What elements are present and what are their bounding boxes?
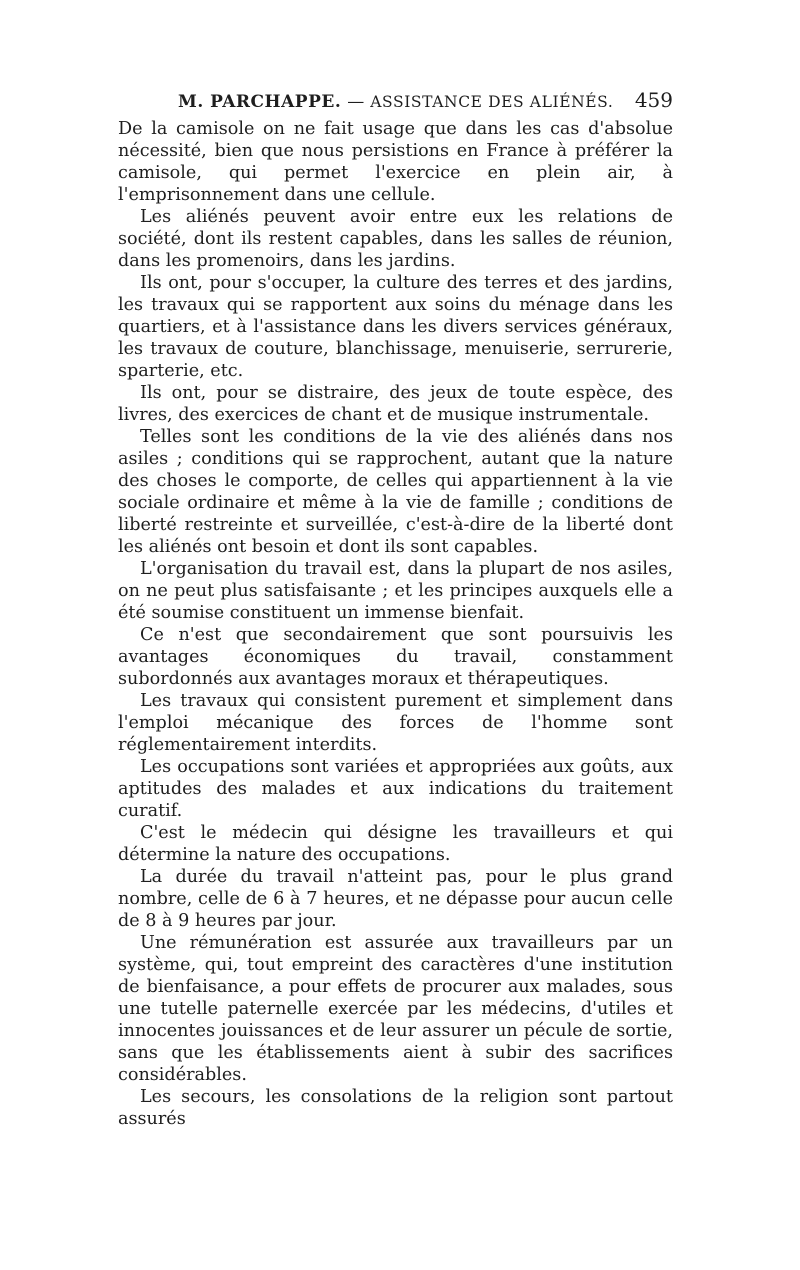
header-separator: — — [347, 92, 365, 112]
paragraph: La durée du travail n'atteint pas, pour le plus grand nombre, celle de 6 à 7 heures, et ne dépasse pour aucun celle de 8 à 9 heures par jour. — [118, 867, 673, 931]
paragraph: Les aliénés peuvent avoir entre eux les relations de société, dont ils restent capables, dans les salles de réunion, dans les promenoirs, dans les jardins. — [118, 207, 673, 271]
paragraph: Ce n'est que secondairement que sont poursuivis les avantages économiques du travail, constamment subordonnés aux avantages moraux et thérapeutiques. — [118, 625, 673, 689]
book-page — [118, 88, 673, 1130]
header-author: M. PARCHAPPE. — [178, 92, 342, 112]
paragraph: Telles sont les conditions de la vie des aliénés dans nos asiles ; conditions qui se rapprochent, autant que la nature des choses le comporte, de celles qui appartiennent à la vie sociale ordinaire et même à la vie de famille ; conditions de liberté restreinte et surveillée, c'est-à-dire de la liberté dont les aliénés ont besoin et dont ils sont capables. — [118, 427, 673, 557]
paragraph: L'organisation du travail est, dans la plupart de nos asiles, on ne peut plus satisfaisante ; et les principes auxquels elle a été soumise constituent un immense bienfait. — [118, 559, 673, 623]
paragraph: C'est le médecin qui désigne les travailleurs et qui détermine la nature des occupations. — [118, 823, 673, 865]
paragraph: Les occupations sont variées et appropriées aux goûts, aux aptitudes des malades et aux indications du traitement curatif. — [118, 757, 673, 821]
paragraph: Ils ont, pour s'occuper, la culture des terres et des jardins, les travaux qui se rapportent aux soins du ménage dans les quartiers, et à l'assistance dans les divers services généraux, les travaux de couture, blanchissage, menuiserie, serrurerie, sparterie, etc. — [118, 273, 673, 381]
paragraph: Les travaux qui consistent purement et simplement dans l'emploi mécanique des forces de l'homme sont réglementairement interdits. — [118, 691, 673, 755]
body-text — [118, 118, 673, 1130]
paragraph: Les secours, les consolations de la religion sont partout assurés — [118, 1087, 673, 1129]
paragraph: Ils ont, pour se distraire, des jeux de toute espèce, des livres, des exercices de chant et de musique instrumentale. — [118, 383, 673, 425]
running-header-left — [118, 92, 613, 112]
page-number: 459 — [634, 88, 673, 112]
paragraph: De la camisole on ne fait usage que dans les cas d'absolue nécessité, bien que nous persistions en France à préférer la camisole, qui permet l'exercice en plein air, à l'emprisonnement dans une cellule. — [118, 119, 673, 205]
paragraph: Une rémunération est assurée aux travailleurs par un système, qui, tout empreint des caractères d'une institution de bienfaisance, a pour effets de procurer aux malades, sous une tutelle paternelle exercée par les médecins, d'utiles et innocentes jouissances et de leur assurer un pécule de sortie, sans que les établissements aient à subir des sacrifices considérables. — [118, 933, 673, 1085]
running-header — [118, 88, 673, 112]
header-title: ASSISTANCE DES ALIÉNÉS. — [370, 93, 614, 111]
